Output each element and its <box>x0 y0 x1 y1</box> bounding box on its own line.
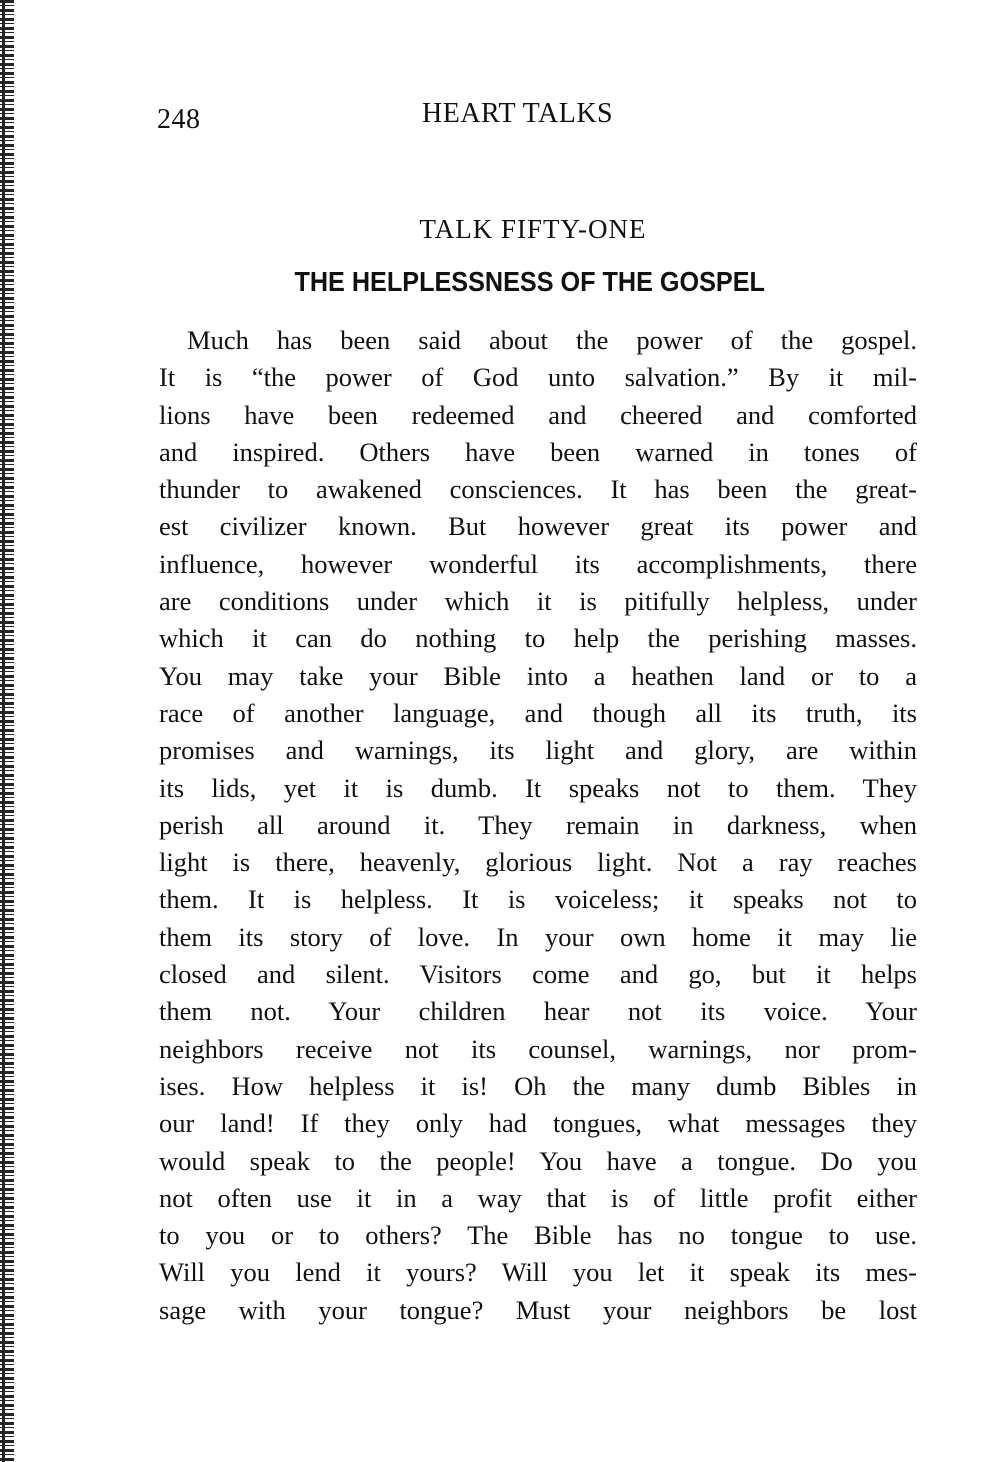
running-head <box>157 98 917 138</box>
body-text <box>159 322 917 1329</box>
text-line: which it can do nothing to help the perishing masses. <box>159 623 917 654</box>
text-line: ises. How helpless it is! Oh the many dumb Bibles in <box>159 1070 917 1101</box>
text-line: its lids, yet it is dumb. It speaks not to them. They <box>159 772 917 803</box>
text-line: our land! If they only had tongues, what messages they <box>159 1108 917 1139</box>
text-line: promises and warnings, its light and glory, are within <box>159 735 917 766</box>
text-line: to you or to others? The Bible has no tongue to use. <box>159 1220 917 1251</box>
text-line: neighbors receive not its counsel, warnings, nor prom- <box>159 1033 917 1064</box>
talk-title: THE HELPLESSNESS OF THE GOSPEL <box>294 266 765 297</box>
text-line: It is “the power of God unto salvation.” By it mil- <box>159 362 917 393</box>
text-line: Will you lend it yours? Will you let it speak its mes- <box>159 1257 917 1288</box>
text-line: not often use it in a way that is of little profit either <box>159 1182 917 1213</box>
page-number: 248 <box>157 104 201 135</box>
running-title: HEART TALKS <box>422 98 614 129</box>
text-line: closed and silent. Visitors come and go, but it helps <box>159 959 917 990</box>
text-line: est civilizer known. But however great its power and <box>159 511 917 542</box>
text-line: influence, however wonderful its accomplishments, there <box>159 548 917 579</box>
text-line: thunder to awakened consciences. It has been the great- <box>159 474 917 505</box>
text-line: sage with your tongue? Must your neighbors be lost <box>159 1294 917 1325</box>
text-line: and inspired. Others have been warned in tones of <box>159 436 917 467</box>
text-line: Much has been said about the power of the gospel. <box>187 325 917 355</box>
text-line: them not. Your children hear not its voice. Your <box>159 996 917 1027</box>
text-line: You may take your Bible into a heathen land or to a <box>159 660 917 691</box>
text-line: them. It is helpless. It is voiceless; it speaks not to <box>159 884 917 915</box>
text-line: would speak to the people! You have a tongue. Do you <box>159 1145 917 1176</box>
text-line: are conditions under which it is pitifully helpless, under <box>159 586 917 617</box>
text-line: them its story of love. In your own home it may lie <box>159 921 917 952</box>
talk-number: TALK FIFTY-ONE <box>419 214 647 244</box>
text-line: race of another language, and though all its truth, its <box>159 697 917 728</box>
text-line: lions have been redeemed and cheered and comforted <box>159 399 917 430</box>
text-line: perish all around it. They remain in darkness, when <box>159 809 917 840</box>
text-line: light is there, heavenly, glorious light. Not a ray reaches <box>159 847 917 878</box>
